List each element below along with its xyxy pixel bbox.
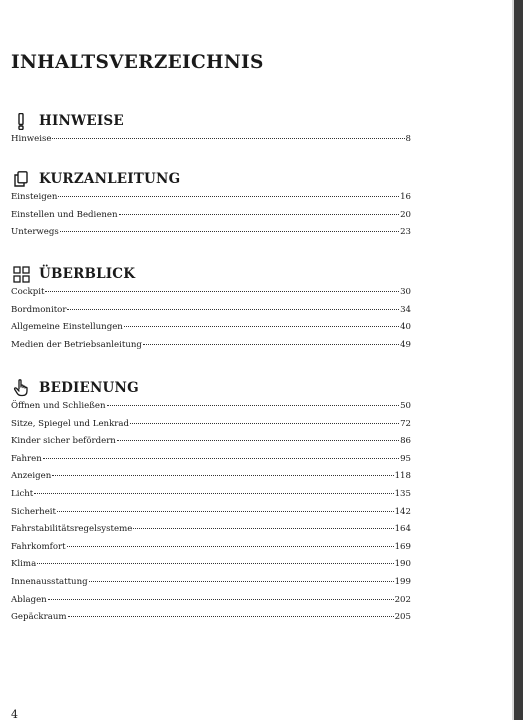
- dot-leader: [130, 423, 399, 424]
- section-header: [11, 169, 411, 189]
- toc-entry[interactable]: [11, 454, 411, 472]
- toc-entry[interactable]: [11, 524, 411, 542]
- footer-page-number: 4: [11, 708, 18, 721]
- toc-entry[interactable]: [11, 436, 411, 454]
- dot-leader: [43, 458, 399, 459]
- dot-leader: [52, 138, 404, 139]
- toc-entry[interactable]: [11, 507, 411, 525]
- dot-leader: [34, 493, 393, 494]
- toc-entry-page: 118: [394, 471, 411, 482]
- toc-entry-page: 50: [400, 401, 411, 411]
- dot-leader: [57, 511, 394, 512]
- dot-leader: [45, 291, 399, 292]
- toc-entry[interactable]: [11, 471, 411, 489]
- section-kurzanleitung: [11, 169, 411, 245]
- toc-entry-page: 8: [405, 134, 411, 144]
- dot-leader: [37, 563, 393, 564]
- section-bedienung: [11, 378, 411, 630]
- toc-entry-label: Kinder sicher befördern: [11, 436, 116, 447]
- toc-entry-page: 16: [400, 192, 411, 202]
- toc-entry-label: Gepäckraum: [11, 612, 67, 623]
- toc-entry-page: 23: [400, 227, 411, 238]
- toc-entry-label: Klima: [11, 559, 37, 570]
- toc-entry-label: Unterwegs: [11, 227, 59, 238]
- toc-entry[interactable]: [11, 134, 411, 152]
- section-header: [11, 264, 411, 284]
- toc-entry[interactable]: [11, 287, 411, 305]
- toc-entry-page: 135: [394, 488, 411, 499]
- page-edge: [514, 0, 523, 720]
- dot-leader: [68, 616, 394, 617]
- section-title: HINWEISE: [39, 113, 124, 129]
- toc-entry-label: Bordmonitor: [11, 304, 67, 315]
- toc-entry-label: Cockpit: [11, 287, 45, 297]
- dot-leader: [124, 326, 399, 327]
- section-title: BEDIENUNG: [39, 380, 139, 396]
- section-header: [11, 111, 411, 131]
- section-hinweise: [11, 111, 411, 152]
- dot-leader: [143, 344, 399, 345]
- toc-entry[interactable]: [11, 305, 411, 323]
- dot-leader: [60, 231, 399, 232]
- dot-leader: [67, 546, 394, 547]
- toc-entry-page: 164: [394, 524, 411, 535]
- toc-entry[interactable]: [11, 559, 411, 577]
- section-header: [11, 378, 411, 398]
- toc-entry[interactable]: [11, 322, 411, 340]
- toc-entry-page: 20: [400, 209, 411, 220]
- toc-entry[interactable]: [11, 340, 411, 358]
- toc-entry[interactable]: [11, 489, 411, 507]
- toc-entry-label: Medien der Betriebsanleitung: [11, 339, 142, 350]
- hand-pointer-icon: [11, 379, 31, 397]
- dot-leader: [119, 214, 400, 215]
- toc-entry-page: 86: [400, 436, 411, 447]
- toc-entry[interactable]: [11, 227, 411, 245]
- toc-entry-label: Öffnen und Schließen: [11, 401, 106, 411]
- toc-entry-page: 169: [394, 541, 411, 552]
- dot-leader: [52, 475, 393, 476]
- toc-entry[interactable]: [11, 577, 411, 595]
- section-title: KURZANLEITUNG: [39, 171, 181, 187]
- toc-entry[interactable]: [11, 419, 411, 437]
- toc-entry[interactable]: [11, 595, 411, 613]
- toc-entry-page: 190: [394, 559, 411, 570]
- page-title: INHALTSVERZEICHNIS: [11, 52, 264, 73]
- toc-entry-label: Sitze, Spiegel und Lenkrad: [11, 418, 130, 429]
- document-copy-icon: [11, 170, 31, 188]
- toc-entry-page: 199: [394, 576, 411, 587]
- toc-entry-label: Fahrstabilitätsregelsysteme: [11, 524, 133, 535]
- toc-entry-label: Fahren: [11, 453, 42, 464]
- toc-entry-page: 95: [400, 453, 411, 464]
- exclamation-icon: [11, 112, 31, 130]
- toc-entry-label: Fahrkomfort: [11, 541, 66, 552]
- toc-entry-label: Allgemeine Einstellungen: [11, 322, 123, 333]
- toc-entry-label: Hinweise: [11, 134, 52, 144]
- toc-entry-page: 202: [394, 594, 411, 605]
- toc-entry[interactable]: [11, 210, 411, 228]
- toc-entry[interactable]: [11, 612, 411, 630]
- dot-leader: [48, 599, 394, 600]
- toc-entry[interactable]: [11, 542, 411, 560]
- toc-entry-page: 40: [400, 322, 411, 333]
- dot-leader: [89, 581, 394, 582]
- toc-entry-label: Anzeigen: [11, 471, 52, 482]
- toc-entry-page: 142: [394, 506, 411, 517]
- toc-entry-label: Sicherheit: [11, 506, 56, 517]
- toc-entry-page: 72: [400, 418, 411, 429]
- toc-entry-page: 30: [400, 287, 411, 297]
- dot-leader: [58, 196, 399, 197]
- toc-entry[interactable]: [11, 401, 411, 419]
- toc-entry-page: 205: [394, 612, 411, 623]
- dot-leader: [67, 309, 399, 310]
- grid-icon: [11, 265, 31, 283]
- toc-entry-label: Ablagen: [11, 594, 47, 605]
- toc-entry[interactable]: [11, 192, 411, 210]
- toc-entry-label: Innenausstattung: [11, 576, 88, 587]
- toc-entry-label: Einstellen und Bedienen: [11, 209, 118, 220]
- dot-leader: [107, 405, 400, 406]
- section-title: ÜBERBLICK: [39, 266, 136, 282]
- dot-leader: [133, 528, 393, 529]
- dot-leader: [117, 440, 399, 441]
- toc-entry-label: Licht: [11, 488, 34, 499]
- toc-entry-label: Einsteigen: [11, 192, 58, 202]
- section-ueberblick: [11, 264, 411, 357]
- toc-entry-page: 34: [400, 304, 411, 315]
- toc-entry-page: 49: [400, 339, 411, 350]
